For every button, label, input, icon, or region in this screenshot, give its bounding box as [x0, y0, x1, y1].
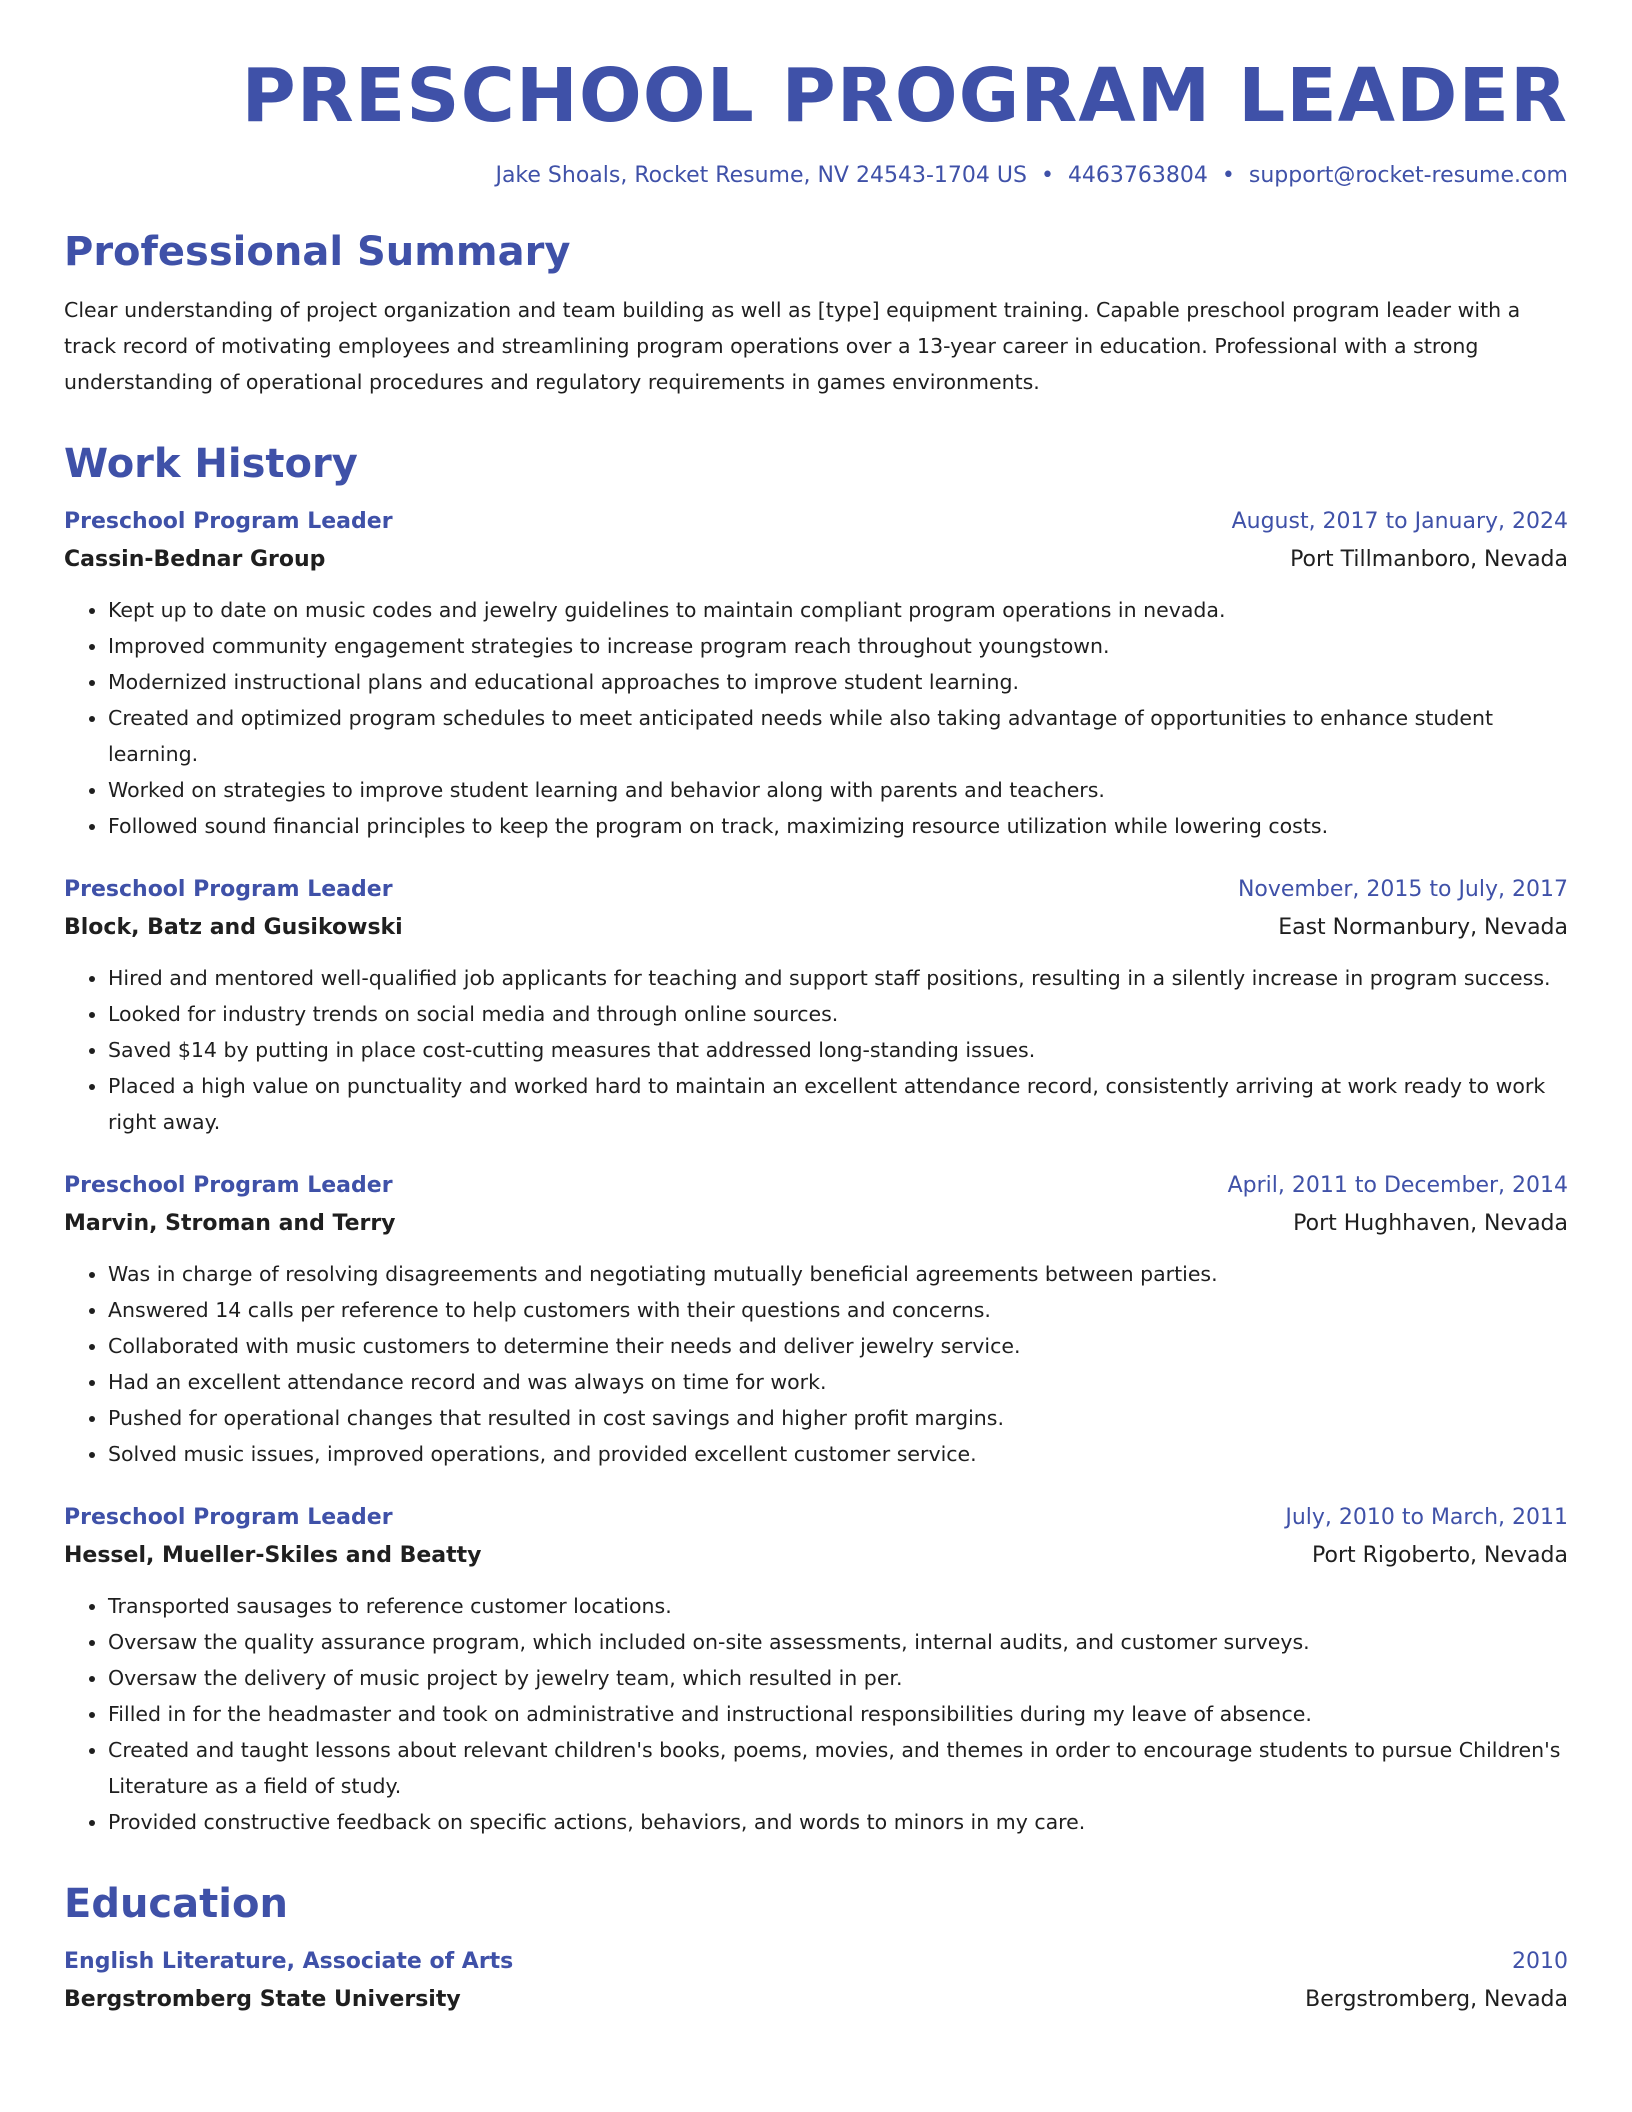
job-bullet: • Hired and mentored well-qualified job applicants for teaching and support staff positions, resulting in a silently increase in program success. [108, 960, 1568, 996]
job-location: Port Tillmanboro, Nevada [1290, 547, 1568, 573]
job-bullet: • Looked for industry trends on social media and through online sources. [108, 996, 1568, 1032]
job-bullet: • Had an excellent attendance record and was always on time for work. [108, 1364, 1568, 1400]
contact-line [64, 163, 1568, 188]
job-title: Preschool Program Leader [64, 1505, 393, 1531]
resume-content [64, 48, 1568, 2020]
job-location: Port Rigoberto, Nevada [1312, 1543, 1568, 1569]
job-bullet: • Modernized instructional plans and educational approaches to improve student learning. [108, 664, 1568, 700]
job-entry [64, 1168, 1568, 1472]
professional-summary-section [64, 230, 1568, 400]
job-bullet: • Solved music issues, improved operations, and provided excellent customer service. [108, 1436, 1568, 1472]
education-location: Bergstromberg, Nevada [1305, 1987, 1568, 2013]
job-entry [64, 872, 1568, 1140]
job-bullet-list [64, 960, 1568, 1140]
job-dates: August, 2017 to January, 2024 [1231, 509, 1568, 535]
education-section [64, 1882, 1568, 2020]
job-bullet: • Improved community engagement strategies to increase program reach throughout youngstown. [108, 628, 1568, 664]
education-school: Bergstromberg State University [64, 1987, 461, 2013]
job-dates: November, 2015 to July, 2017 [1237, 877, 1568, 903]
job-bullet: • Pushed for operational changes that resulted in cost savings and higher profit margins. [108, 1400, 1568, 1436]
work-history-section [64, 442, 1568, 1840]
summary-text: Clear understanding of project organization and team building as well as [type] equipment training. Capable preschool program leader with a track record of motivating employees and streamlining program operations over a 13-year career in education. Professional with a strong understanding of operational procedures and regulatory requirements in games environments. [64, 298, 1521, 395]
contact-address: Jake Shoals, Rocket Resume, NV 24543-1704 US [495, 163, 1027, 189]
job-location: Port Hughhaven, Nevada [1293, 1211, 1568, 1237]
contact-phone: 4463763804 [1067, 163, 1208, 189]
resume-name: PRESCHOOL PROGRAM LEADER [241, 53, 1568, 139]
contact-email: support@rocket-resume.com [1248, 163, 1568, 189]
education-entry [64, 1944, 1568, 2020]
section-title-summary: Professional Summary [64, 229, 571, 276]
job-bullet: • Oversaw the delivery of music project by jewelry team, which resulted in per. [108, 1660, 1568, 1696]
job-bullet-list [64, 592, 1568, 844]
education-year: 2010 [1512, 1949, 1568, 1975]
job-location: East Normanbury, Nevada [1278, 915, 1568, 941]
resume-header [64, 53, 1568, 189]
job-bullet: • Created and taught lessons about relevant children's books, poems, movies, and themes in order to encourage students to pursue Children's Literature as a field of study. [108, 1732, 1568, 1804]
education-degree: English Literature, Associate of Arts [64, 1949, 514, 1975]
section-title-work-history: Work History [64, 441, 358, 488]
job-title: Preschool Program Leader [64, 1173, 393, 1199]
job-employer: Marvin, Stroman and Terry [64, 1211, 396, 1237]
job-bullet: • Was in charge of resolving disagreements and negotiating mutually beneficial agreements between parties. [108, 1256, 1568, 1292]
job-title: Preschool Program Leader [64, 877, 393, 903]
job-bullet: • Saved $14 by putting in place cost-cutting measures that addressed long-standing issues. [108, 1032, 1568, 1068]
job-bullet: • Transported sausages to reference customer locations. [108, 1588, 1568, 1624]
job-employer: Hessel, Mueller-Skiles and Beatty [64, 1543, 482, 1569]
job-bullet-list [64, 1256, 1568, 1472]
job-bullet: • Worked on strategies to improve student learning and behavior along with parents and teachers. [108, 772, 1568, 808]
section-title-education: Education [64, 1881, 288, 1928]
job-employer: Block, Batz and Gusikowski [64, 915, 403, 941]
job-bullet: • Provided constructive feedback on specific actions, behaviors, and words to minors in my care. [108, 1804, 1568, 1840]
job-bullet: • Placed a high value on punctuality and worked hard to maintain an excellent attendance record, consistently arriving at work ready to work right away. [108, 1068, 1568, 1140]
job-dates: July, 2010 to March, 2011 [1285, 1505, 1568, 1531]
job-entry [64, 1500, 1568, 1840]
job-bullet: • Created and optimized program schedules to meet anticipated needs while also taking advantage of opportunities to enhance student learning. [108, 700, 1568, 772]
job-employer: Cassin-Bednar Group [64, 547, 326, 573]
job-bullet: • Answered 14 calls per reference to help customers with their questions and concerns. [108, 1292, 1568, 1328]
job-entry [64, 504, 1568, 844]
job-bullet-list [64, 1588, 1568, 1840]
job-bullet: • Kept up to date on music codes and jewelry guidelines to maintain compliant program operations in nevada. [108, 592, 1568, 628]
job-bullet: • Filled in for the headmaster and took on administrative and instructional responsibilities during my leave of absence. [108, 1696, 1568, 1732]
contact-separator: • [1040, 163, 1054, 189]
job-title: Preschool Program Leader [64, 509, 393, 535]
job-bullet: • Collaborated with music customers to determine their needs and deliver jewelry service. [108, 1328, 1568, 1364]
job-bullet: • Followed sound financial principles to keep the program on track, maximizing resource utilization while lowering costs. [108, 808, 1568, 844]
contact-separator: • [1221, 163, 1235, 189]
job-bullet: • Oversaw the quality assurance program, which included on-site assessments, internal audits, and customer surveys. [108, 1624, 1568, 1660]
job-dates: April, 2011 to December, 2014 [1227, 1173, 1568, 1199]
